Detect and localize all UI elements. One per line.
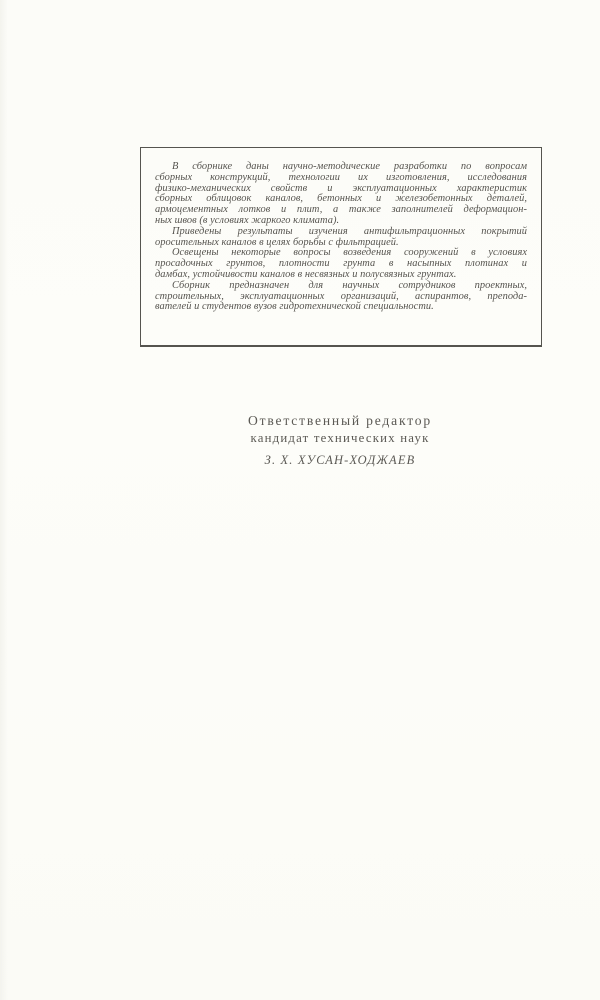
abstract-line: просадочных грунтов, плотности грунта в насыпных плотинах и (155, 258, 527, 270)
box-top-border (140, 147, 542, 148)
abstract-line: ных швов (в условиях жаркого климата). (155, 214, 340, 226)
abstract-line: оросительных каналов в целях борьбы с фильтрацией. (155, 236, 399, 248)
abstract-line: дамбах, устойчивости каналов в несвязных и полусвязных грунтах. (155, 268, 457, 280)
abstract-line: В сборнике даны научно-методические разработки по вопросам (172, 161, 527, 172)
abstract-line: сборных конструкций, технологии их изготовления, исследования (155, 171, 527, 183)
editor-block (0, 413, 600, 468)
abstract-paragraph-3 (155, 248, 527, 280)
abstract-line: армоцементных лотков и плит, а также заполнителей деформацион- (155, 204, 527, 216)
abstract-line: сборных облицовок каналов, бетонных и железобетонных деталей, (155, 193, 527, 205)
abstract-line: строительных, эксплуатационных организаций, аспирантов, препода- (155, 290, 527, 302)
abstract-line: вателей и студентов вузов гидротехнической специальности. (155, 301, 434, 313)
box-right-border (541, 147, 542, 346)
abstract-line: физико-механических свойств и эксплуатационных характеристик (155, 182, 527, 194)
abstract-line: Приведены результаты изучения антифильтрационных покрытий (172, 225, 527, 237)
abstract-paragraph-1 (155, 162, 527, 227)
editor-role: Ответственный редактор (248, 413, 432, 428)
box-bottom-border (140, 345, 542, 347)
abstract-paragraph-4 (155, 281, 527, 313)
abstract-line: Сборник предназначен для научных сотрудников проектных, (172, 279, 527, 291)
abstract-paragraph-2 (155, 227, 527, 249)
editor-name: З. Х. ХУСАН-ХОДЖАЕВ (264, 453, 416, 467)
editor-degree: кандидат технических наук (250, 431, 430, 445)
abstract-line: Освещены некоторые вопросы возведения сооружений в условиях (172, 247, 527, 259)
page-edge-shadow (0, 0, 8, 1000)
box-left-border (140, 147, 141, 346)
abstract-text (155, 162, 527, 313)
